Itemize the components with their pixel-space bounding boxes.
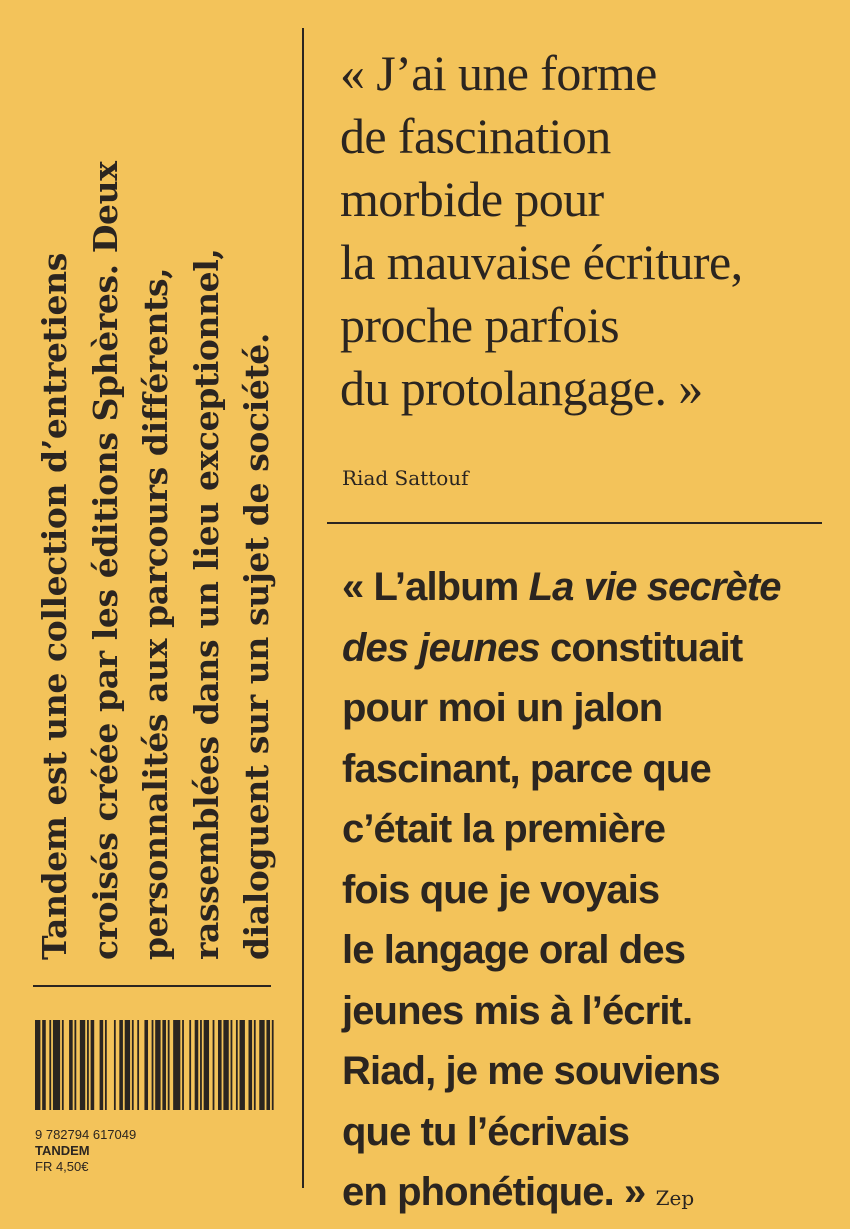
isbn-number: 9 782794 617049	[35, 1127, 137, 1142]
quote-line: c’était la première	[342, 807, 666, 851]
barcode-bar	[137, 1020, 139, 1110]
blurb-line: dialoguent sur un sujet de société.	[237, 333, 276, 960]
barcode-bar	[125, 1020, 130, 1110]
brand-name: TANDEM	[35, 1143, 90, 1158]
barcode-bar	[53, 1020, 60, 1110]
blurb-line: Tandem est une collection d’entretiens	[35, 253, 74, 960]
album-title: La vie secrète	[528, 565, 781, 609]
barcode-bar	[236, 1020, 238, 1110]
barcode-bar	[213, 1020, 215, 1110]
barcode-bar	[240, 1020, 245, 1110]
quote-line: de fascination	[340, 108, 611, 164]
barcode-bar	[195, 1020, 199, 1110]
barcode-bar	[100, 1020, 104, 1110]
quote-line: la mauvaise écriture,	[340, 234, 743, 290]
barcode-bar	[272, 1020, 274, 1110]
quote-line: le langage oral des	[342, 928, 686, 972]
barcode-bar	[168, 1020, 170, 1110]
barcode-bar	[189, 1020, 191, 1110]
price: FR 4,50€	[35, 1159, 89, 1174]
barcode-bar	[74, 1020, 76, 1110]
quote-line: « J’ai une forme	[340, 45, 657, 101]
barcode-bar	[62, 1020, 64, 1110]
quote-sattouf	[340, 42, 742, 420]
left-divider	[33, 985, 271, 987]
collection-blurb	[30, 60, 290, 960]
quote-author-zep: Zep	[655, 1186, 695, 1210]
barcode-bar	[223, 1020, 228, 1110]
barcode-bar	[155, 1020, 160, 1110]
quote-text: « L’album	[342, 565, 529, 609]
quote-text: en phonétique. »	[342, 1170, 646, 1214]
barcode-bar	[114, 1020, 116, 1110]
barcode-bar	[254, 1020, 256, 1110]
quote-zep	[342, 557, 781, 1223]
barcode-bar	[259, 1020, 264, 1110]
quote-line	[342, 618, 781, 679]
barcode-bar	[105, 1020, 107, 1110]
barcode-bar	[119, 1020, 123, 1110]
barcode-bar	[204, 1020, 209, 1110]
barcode-bar	[35, 1020, 40, 1110]
barcode-bar	[87, 1020, 89, 1110]
quote-line: du protolangage. »	[340, 360, 703, 416]
barcode-bar	[132, 1020, 134, 1110]
barcode-bar	[162, 1020, 166, 1110]
barcode-bar	[69, 1020, 73, 1110]
quote-line	[342, 557, 781, 618]
barcode-bar	[91, 1020, 95, 1110]
quote-line: proche parfois	[340, 297, 619, 353]
barcode-bar	[218, 1020, 222, 1110]
barcode-info	[35, 1127, 136, 1175]
quote-line: pour moi un jalon	[342, 686, 663, 730]
quote-line: fois que je voyais	[342, 867, 660, 912]
quote-line: fascinant, parce que	[342, 746, 711, 791]
barcode	[35, 1020, 279, 1110]
barcode-bar	[249, 1020, 253, 1110]
blurb-line: rassemblées dans un lieu exceptionnel,	[186, 248, 226, 960]
barcode-bar	[144, 1020, 148, 1110]
barcode-bar	[152, 1020, 154, 1110]
barcode-bar	[200, 1020, 202, 1110]
quote-divider	[327, 522, 822, 524]
barcode-bar	[42, 1020, 46, 1110]
quote-line: que tu l’écrivais	[342, 1109, 630, 1154]
blurb-line: croisés créée par les éditions Sphères. Deux	[85, 161, 125, 960]
quote-line: Riad, je me souviens	[342, 1049, 720, 1093]
quote-author-sattouf: Riad Sattouf	[342, 466, 469, 490]
quote-line: jeunes mis à l’écrit.	[342, 988, 693, 1033]
album-title: des jeunes	[342, 625, 540, 670]
vertical-divider	[302, 28, 304, 1188]
quote-line: morbide pour	[340, 171, 604, 227]
quote-line	[342, 1162, 781, 1223]
barcode-bar	[231, 1020, 233, 1110]
barcode-bar	[49, 1020, 51, 1110]
barcode-bar	[80, 1020, 85, 1110]
barcode-bar	[266, 1020, 270, 1110]
barcode-bar	[173, 1020, 180, 1110]
blurb-line: personnalités aux parcours différents,	[136, 267, 175, 960]
quote-text: constituait	[539, 625, 743, 670]
barcode-bar	[182, 1020, 184, 1110]
